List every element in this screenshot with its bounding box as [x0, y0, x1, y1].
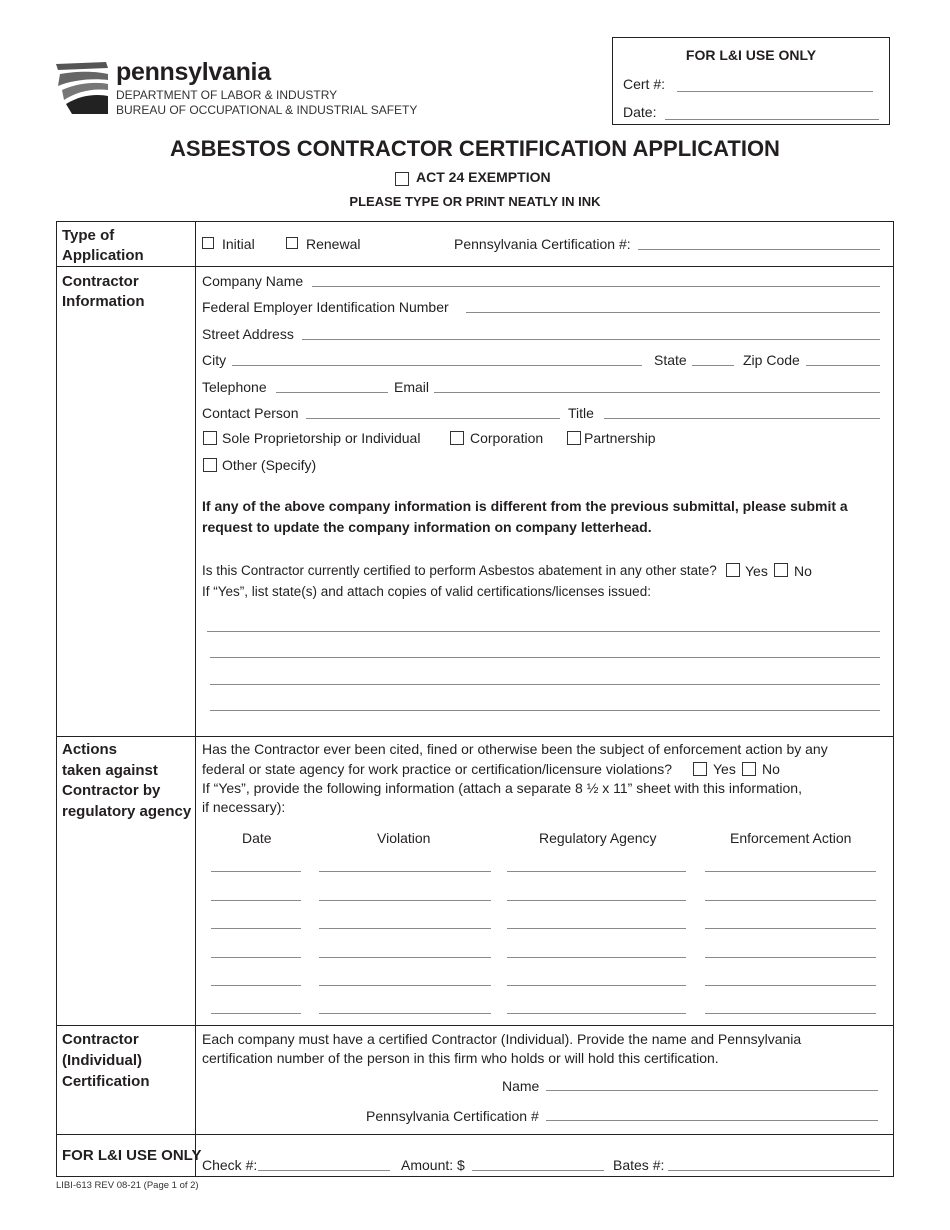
pa-certification-label: Pennsylvania Certification #: — [454, 236, 631, 252]
street-address-label: Street Address — [202, 326, 294, 342]
enforcement-entry-line[interactable] — [507, 871, 686, 872]
row-divider — [56, 736, 894, 737]
enforcement-entry-line[interactable] — [705, 900, 876, 901]
amount-label: Amount: $ — [401, 1157, 465, 1173]
brand-name: pennsylvania — [116, 58, 271, 86]
enforcement-entry-line[interactable] — [211, 957, 301, 958]
heading-line: Contractor by — [62, 782, 161, 799]
enforcement-yes-checkbox[interactable] — [693, 762, 707, 776]
enforcement-entry-line[interactable] — [319, 871, 491, 872]
office-use-box — [612, 37, 890, 125]
actions-taken-heading — [62, 740, 191, 822]
heading-line: regulatory agency — [62, 802, 192, 820]
city-field[interactable] — [232, 365, 642, 366]
enforcement-entry-line[interactable] — [507, 928, 686, 929]
enforcement-entry-line[interactable] — [211, 900, 301, 901]
email-label: Email — [394, 379, 430, 395]
email-field[interactable] — [434, 392, 880, 393]
row-divider — [56, 1025, 894, 1026]
heading-line: Contractor — [62, 273, 139, 290]
enforcement-question-line1: Has the Contractor ever been cited, fined or otherwise been the subject of enforcement action by any — [202, 741, 828, 757]
other-state-instructions: If “Yes”, list state(s) and attach copies of valid certifications/licenses issued: — [202, 584, 651, 599]
column-header-agency: Regulatory Agency — [539, 830, 657, 846]
column-header-violation: Violation — [377, 830, 431, 846]
office-use-row-heading: FOR L&I USE ONLY — [62, 1147, 202, 1164]
individual-text-line1: Each company must have a certified Contractor (Individual). Provide the name and Pennsylvania — [202, 1031, 802, 1047]
other-specify-label: Other (Specify) — [222, 457, 317, 473]
bates-number-field[interactable] — [668, 1170, 880, 1171]
label-column-divider — [195, 221, 196, 1177]
title-field[interactable] — [604, 418, 880, 419]
heading-line: Certification — [62, 1073, 150, 1090]
office-use-title: FOR L&I USE ONLY — [685, 47, 817, 63]
update-info-notice: If any of the above company information is different from the previous submittal, please submit a request to update the company information on company letterhead. — [202, 498, 848, 535]
individual-certification-heading — [62, 1029, 150, 1092]
date-field[interactable] — [665, 119, 879, 120]
enforcement-entry-line[interactable] — [705, 1013, 876, 1014]
bureau-name: BUREAU OF OCCUPATIONAL & INDUSTRIAL SAFETY — [116, 103, 418, 117]
contractor-information-heading — [62, 272, 145, 312]
enforcement-entry-line[interactable] — [319, 957, 491, 958]
corporation-checkbox[interactable] — [450, 431, 464, 445]
contact-person-label: Contact Person — [202, 405, 299, 421]
enforcement-note-line2: if necessary): — [202, 799, 286, 815]
heading-line: Actions — [62, 741, 118, 758]
other-state-no-label: No — [794, 563, 812, 579]
check-number-label: Check #: — [202, 1157, 258, 1173]
other-state-line[interactable] — [210, 657, 880, 658]
zip-code-field[interactable] — [806, 365, 880, 366]
other-state-line[interactable] — [210, 684, 880, 685]
individual-name-field[interactable] — [546, 1090, 878, 1091]
other-state-line[interactable] — [210, 710, 880, 711]
enforcement-entry-line[interactable] — [211, 985, 301, 986]
enforcement-note-line1: If “Yes”, provide the following information (attach a separate 8 ½ x 11” sheet with this information, — [202, 780, 802, 796]
type-of-application-heading — [62, 226, 144, 266]
company-name-label: Company Name — [202, 273, 304, 289]
heading-line: taken against — [62, 761, 158, 779]
individual-pa-cert-label: Pennsylvania Certification # — [366, 1108, 539, 1124]
enforcement-entry-line[interactable] — [211, 928, 301, 929]
row-divider — [56, 1134, 894, 1135]
title-label: Title — [568, 405, 594, 421]
act24-exemption-label: ACT 24 EXEMPTION — [416, 169, 551, 185]
act24-exemption-checkbox[interactable] — [395, 172, 409, 186]
corporation-label: Corporation — [470, 430, 544, 446]
contact-person-field[interactable] — [306, 418, 560, 419]
enforcement-entry-line[interactable] — [705, 928, 876, 929]
state-label: State — [654, 352, 687, 368]
cert-number-label: Cert #: — [623, 76, 666, 92]
form-title: ASBESTOS CONTRACTOR CERTIFICATION APPLICATION — [170, 136, 780, 161]
partnership-checkbox[interactable] — [567, 431, 581, 445]
enforcement-no-label: No — [762, 761, 780, 777]
other-checkbox[interactable] — [203, 458, 217, 472]
fein-field[interactable] — [466, 312, 880, 313]
enforcement-entry-line[interactable] — [705, 985, 876, 986]
city-label: City — [202, 352, 227, 368]
heading-line: Information — [62, 293, 145, 310]
individual-text-line2: certification number of the person in this firm who holds or will hold this certification. — [202, 1050, 719, 1066]
other-state-yes-label: Yes — [745, 563, 768, 579]
form-footer: LIBI-613 REV 08-21 (Page 1 of 2) — [56, 1180, 199, 1191]
enforcement-entry-line[interactable] — [507, 985, 686, 986]
heading-line: Application — [62, 247, 144, 264]
enforcement-entry-line[interactable] — [319, 1013, 491, 1014]
heading-line: Type of — [62, 227, 115, 244]
date-label: Date: — [623, 104, 657, 120]
zip-code-label: Zip Code — [743, 352, 800, 368]
pa-logo — [52, 60, 112, 116]
keystone-logo-icon — [52, 60, 112, 116]
column-header-date: Date — [242, 830, 272, 846]
telephone-field[interactable] — [276, 392, 388, 393]
initial-checkbox[interactable] — [202, 237, 214, 249]
enforcement-entry-line[interactable] — [507, 957, 686, 958]
enforcement-yes-label: Yes — [713, 761, 736, 777]
other-state-yes-checkbox[interactable] — [726, 563, 740, 577]
sole-proprietorship-label: Sole Proprietorship or Individual — [222, 430, 421, 446]
heading-line: (Individual) — [62, 1052, 142, 1069]
sole-proprietorship-checkbox[interactable] — [203, 431, 217, 445]
print-instruction: PLEASE TYPE OR PRINT NEATLY IN INK — [349, 194, 601, 209]
other-state-no-checkbox[interactable] — [774, 563, 788, 577]
telephone-label: Telephone — [202, 379, 267, 395]
individual-name-label: Name — [502, 1078, 540, 1094]
cert-number-field[interactable] — [677, 91, 873, 92]
other-state-question: Is this Contractor currently certified to perform Asbestos abatement in any other state? — [202, 563, 717, 578]
amount-field[interactable] — [472, 1170, 604, 1171]
fein-label: Federal Employer Identification Number — [202, 299, 449, 315]
enforcement-entry-line[interactable] — [319, 900, 491, 901]
row-divider — [56, 266, 894, 267]
column-header-action: Enforcement Action — [730, 830, 852, 846]
enforcement-entry-line[interactable] — [507, 900, 686, 901]
enforcement-entry-line[interactable] — [211, 871, 301, 872]
individual-pa-cert-field[interactable] — [546, 1120, 878, 1121]
renewal-label: Renewal — [306, 236, 361, 252]
street-address-field[interactable] — [302, 339, 880, 340]
enforcement-entry-line[interactable] — [319, 985, 491, 986]
pa-certification-field[interactable] — [638, 249, 880, 250]
company-name-field[interactable] — [312, 286, 880, 287]
enforcement-question-line2: federal or state agency for work practice or certification/licensure violations? — [202, 761, 672, 777]
enforcement-entry-line[interactable] — [319, 928, 491, 929]
enforcement-entry-line[interactable] — [705, 871, 876, 872]
bates-number-label: Bates #: — [613, 1157, 665, 1173]
renewal-checkbox[interactable] — [286, 237, 298, 249]
enforcement-entry-line[interactable] — [211, 1013, 301, 1014]
department-name: DEPARTMENT OF LABOR & INDUSTRY — [116, 88, 338, 102]
other-state-line[interactable] — [207, 631, 880, 632]
heading-line: Contractor — [62, 1031, 139, 1048]
enforcement-no-checkbox[interactable] — [742, 762, 756, 776]
check-number-field[interactable] — [258, 1170, 390, 1171]
partnership-label: Partnership — [584, 430, 656, 446]
state-field[interactable] — [692, 365, 734, 366]
enforcement-entry-line[interactable] — [507, 1013, 686, 1014]
initial-label: Initial — [222, 236, 255, 252]
enforcement-entry-line[interactable] — [705, 957, 876, 958]
